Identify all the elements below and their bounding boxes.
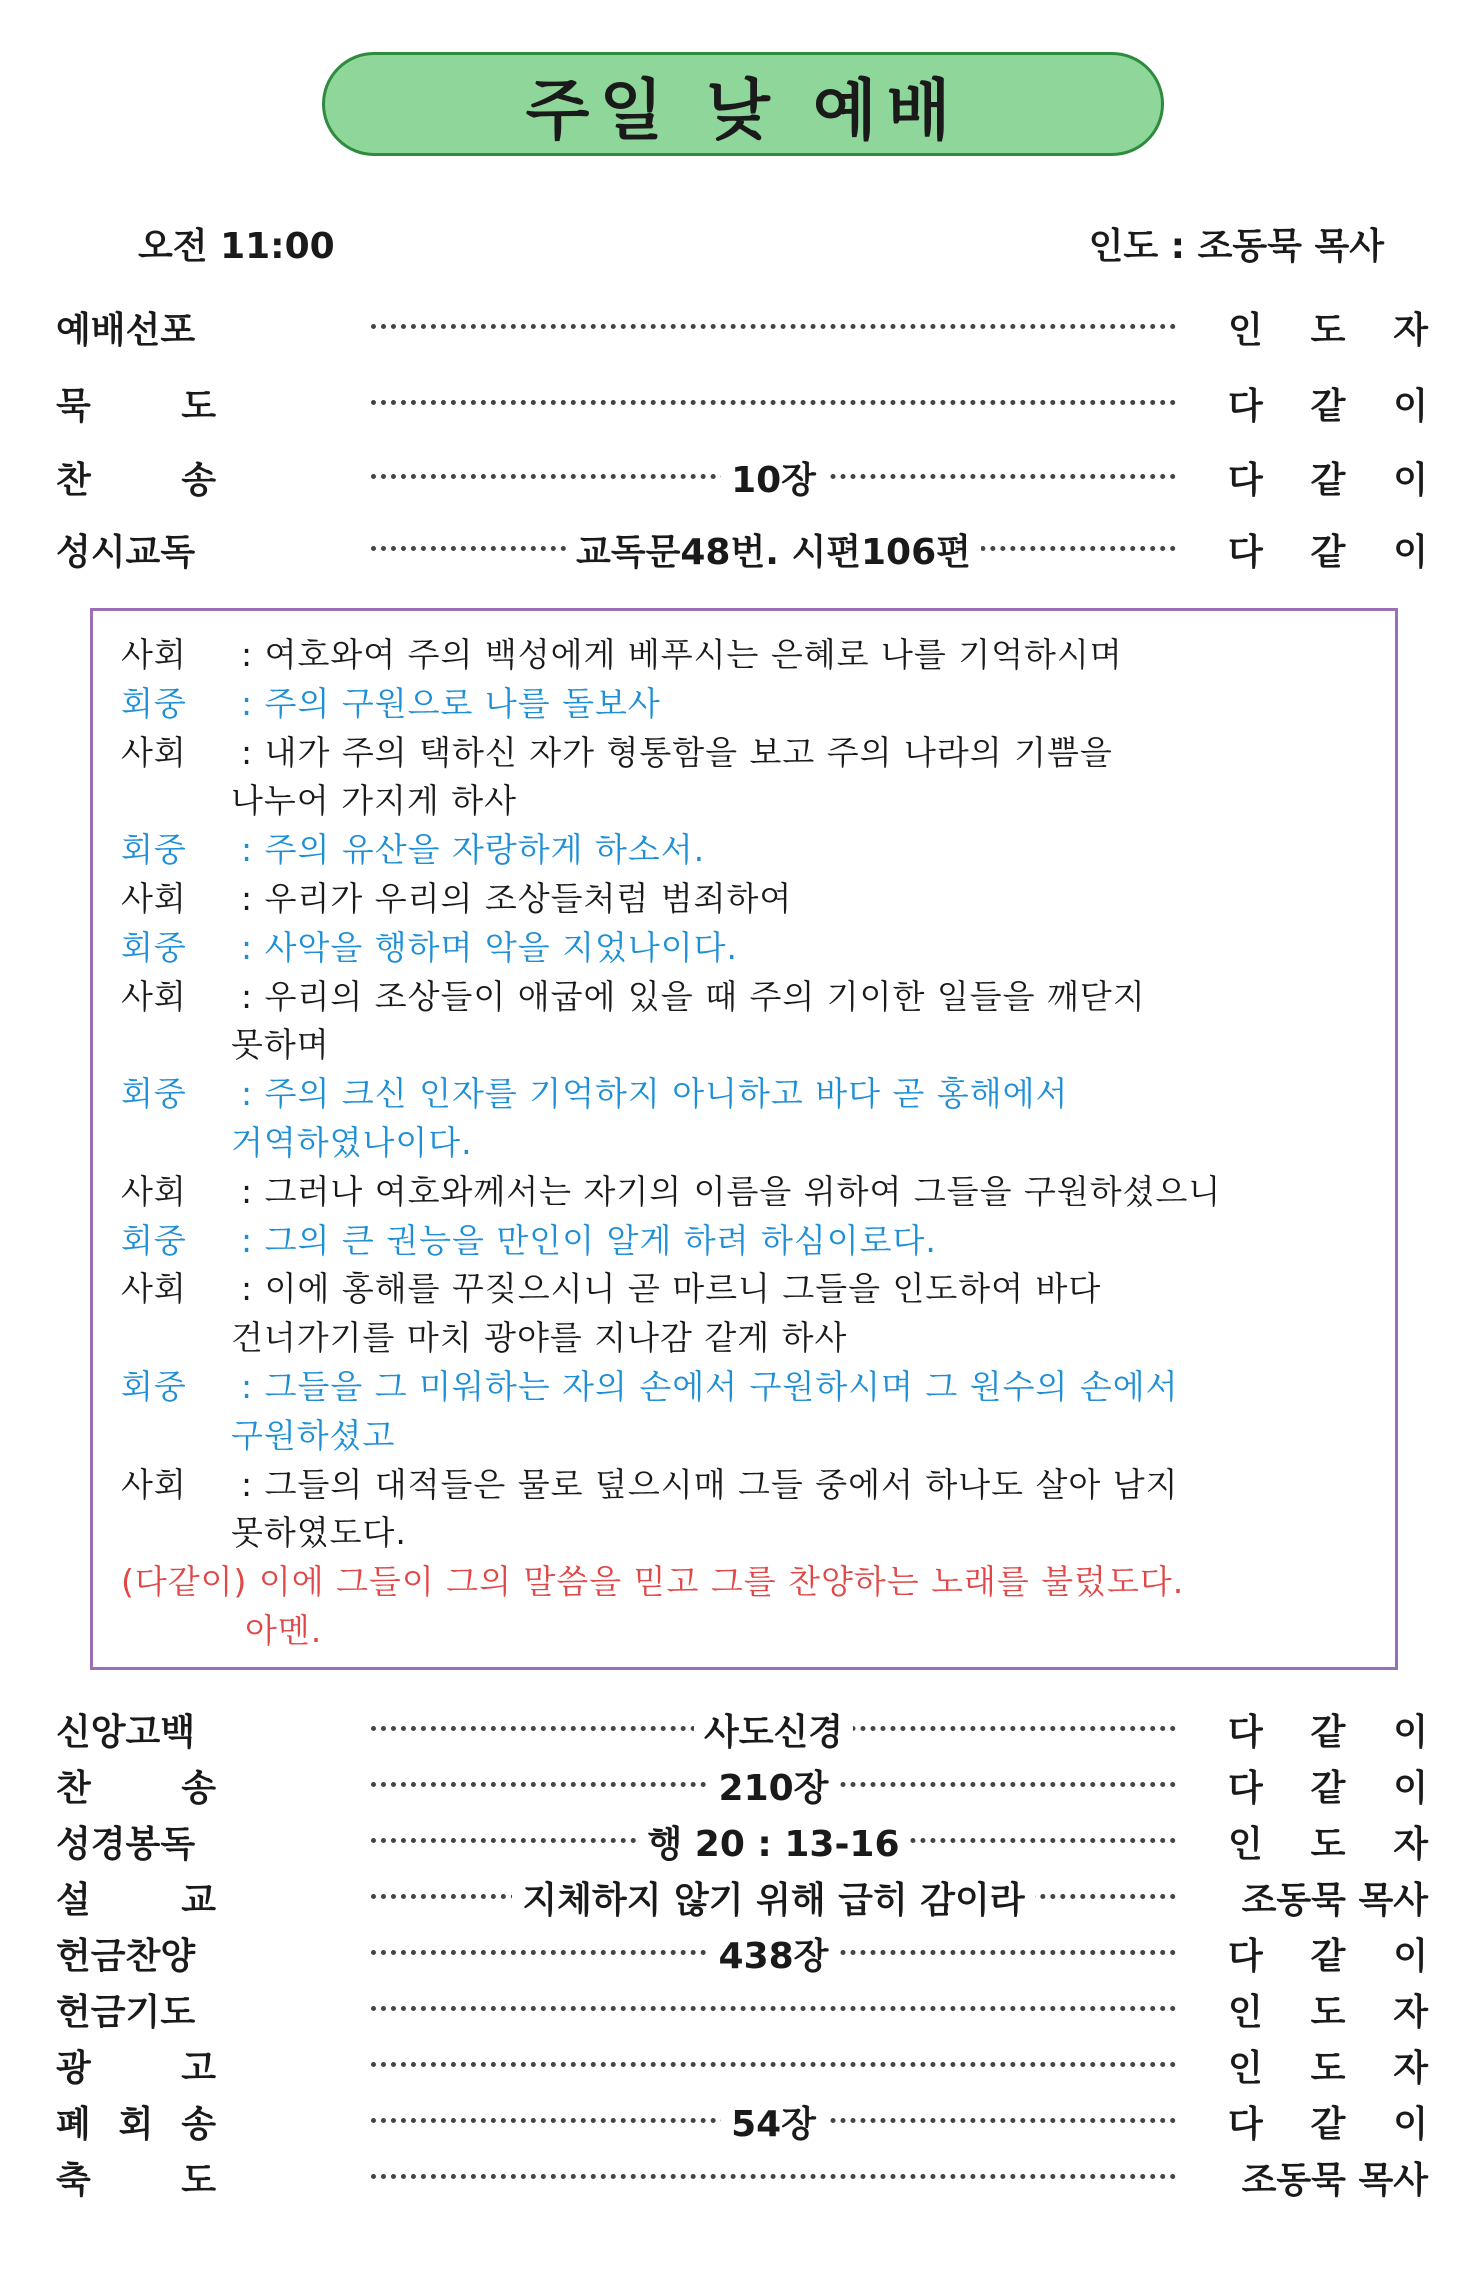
reading-line: 회중 : 그의 큰 권능을 만인이 알게 하려 하심이로다. bbox=[121, 1220, 937, 1260]
leader-dots bbox=[371, 400, 1176, 405]
order-item-performer: 다 같 이 bbox=[1228, 2104, 1428, 2145]
reading-line: 못하며 bbox=[231, 1025, 330, 1065]
reading-line: 못하였도다. bbox=[231, 1513, 407, 1553]
order-item bbox=[56, 1928, 1428, 1984]
leader-dots bbox=[371, 324, 1176, 329]
order-item bbox=[56, 1760, 1428, 1816]
order-item bbox=[56, 1984, 1428, 2040]
order-item bbox=[56, 1704, 1428, 1760]
order-item-performer: 인 도 자 bbox=[1228, 1824, 1428, 1865]
order-item bbox=[56, 378, 1428, 434]
reading-line: 사회 : 그러나 여호와께서는 자기의 이름을 위하여 그들을 구원하셨으니 bbox=[121, 1171, 1222, 1211]
service-title: 주일 낮 예배 bbox=[525, 71, 961, 149]
reading-line: 사회 : 우리의 조상들이 애굽에 있을 때 주의 기이한 일들을 깨닫지 bbox=[121, 976, 1146, 1016]
reading-line: 회중 : 그들을 그 미워하는 자의 손에서 구원하시며 그 원수의 손에서 bbox=[121, 1366, 1179, 1406]
order-item-label: 성시교독 bbox=[56, 532, 196, 573]
order-item-performer: 인 도 자 bbox=[1228, 2048, 1428, 2089]
reading-line: 거역하였나이다. bbox=[231, 1122, 473, 1162]
order-item-label: 축 도 bbox=[56, 2160, 216, 2201]
reading-line: 사회 : 내가 주의 택하신 자가 형통함을 보고 주의 나라의 기쁨을 bbox=[121, 732, 1113, 772]
order-item-value: 사도신경 bbox=[371, 1704, 1176, 1755]
reading-line: 사회 : 그들의 대적들은 물로 덮으시매 그들 중에서 하나도 살아 남지 bbox=[121, 1464, 1179, 1504]
reading-line: 건너가기를 마치 광야를 지나감 같게 하사 bbox=[231, 1318, 848, 1358]
reading-line: 회중 : 주의 유산을 자랑하게 하소서. bbox=[121, 830, 706, 870]
order-item-label: 찬 송 bbox=[56, 460, 216, 501]
reading-line: 회중 : 사악을 행하며 악을 지었나이다. bbox=[121, 927, 738, 967]
order-item-value: 438장 bbox=[371, 1928, 1176, 1979]
order-item-performer: 다 같 이 bbox=[1228, 1768, 1428, 1809]
reading-line: (다같이) 이에 그들이 그의 말씀을 믿고 그를 찬양하는 노래를 불렀도다. bbox=[121, 1562, 1185, 1602]
order-item-label: 광 고 bbox=[56, 2048, 216, 2089]
reading-line: 사회 : 여호와여 주의 백성에게 베푸시는 은혜로 나를 기억하시며 bbox=[121, 635, 1123, 674]
order-item-value: 행 20 : 13-16 bbox=[371, 1816, 1176, 1867]
order-item bbox=[56, 524, 1428, 580]
reading-line: 사회 : 이에 홍해를 꾸짖으시니 곧 마르니 그들을 인도하여 바다 bbox=[121, 1269, 1102, 1309]
reading-line: 구원하셨고 bbox=[231, 1415, 396, 1455]
order-item-label: 성경봉독 bbox=[56, 1824, 196, 1865]
order-item-performer: 다 같 이 bbox=[1228, 1936, 1428, 1977]
reading-line: 회중 : 주의 구원으로 나를 돌보사 bbox=[121, 683, 661, 723]
order-item-value: 10장 bbox=[371, 452, 1176, 503]
order-item bbox=[56, 2152, 1428, 2208]
order-item bbox=[56, 302, 1428, 358]
reading-line: 아멘. bbox=[245, 1610, 323, 1650]
leader-dots bbox=[371, 2006, 1176, 2011]
order-item-label: 헌금찬양 bbox=[56, 1936, 196, 1977]
service-title-banner bbox=[322, 52, 1164, 156]
order-item-performer: 다 같 이 bbox=[1228, 1712, 1428, 1753]
order-item-value: 210장 bbox=[371, 1760, 1176, 1811]
responsive-reading-box bbox=[90, 608, 1398, 1670]
order-item-performer: 다 같 이 bbox=[1228, 532, 1428, 573]
order-item-label: 헌금기도 bbox=[56, 1992, 196, 2033]
order-item-label: 묵 도 bbox=[56, 386, 216, 427]
order-item-performer: 인 도 자 bbox=[1228, 310, 1428, 351]
reading-line: 사회 : 우리가 우리의 조상들처럼 범죄하여 bbox=[121, 878, 793, 918]
order-item-performer: 조동묵 목사 bbox=[1241, 2160, 1428, 2201]
order-item bbox=[56, 1872, 1428, 1928]
service-leader: 인도 : 조동묵 목사 bbox=[1088, 226, 1384, 267]
order-item bbox=[56, 1816, 1428, 1872]
order-item bbox=[56, 452, 1428, 508]
order-item-performer: 다 같 이 bbox=[1228, 460, 1428, 501]
order-item-label: 폐 회 송 bbox=[56, 2104, 216, 2145]
reading-line: 나누어 가지게 하사 bbox=[231, 781, 518, 821]
order-item-performer: 다 같 이 bbox=[1228, 386, 1428, 427]
order-item-value: 지체하지 않기 위해 급히 감이라 bbox=[371, 1872, 1176, 1923]
order-item-label: 설 교 bbox=[56, 1880, 216, 1921]
service-time: 오전 11:00 bbox=[138, 226, 335, 267]
order-item-label: 예배선포 bbox=[56, 310, 196, 351]
order-item-performer: 조동묵 목사 bbox=[1241, 1880, 1428, 1921]
order-item-value: 54장 bbox=[371, 2096, 1176, 2147]
order-item-label: 찬 송 bbox=[56, 1768, 216, 1809]
order-item-performer: 인 도 자 bbox=[1228, 1992, 1428, 2033]
order-item bbox=[56, 2040, 1428, 2096]
leader-dots bbox=[371, 2174, 1176, 2179]
order-item bbox=[56, 2096, 1428, 2152]
leader-dots bbox=[371, 2062, 1176, 2067]
reading-line: 회중 : 주의 크신 인자를 기억하지 아니하고 바다 곧 홍해에서 bbox=[121, 1074, 1069, 1114]
order-item-value: 교독문48번. 시편106편 bbox=[371, 524, 1176, 575]
order-item-label: 신앙고백 bbox=[56, 1712, 196, 1753]
